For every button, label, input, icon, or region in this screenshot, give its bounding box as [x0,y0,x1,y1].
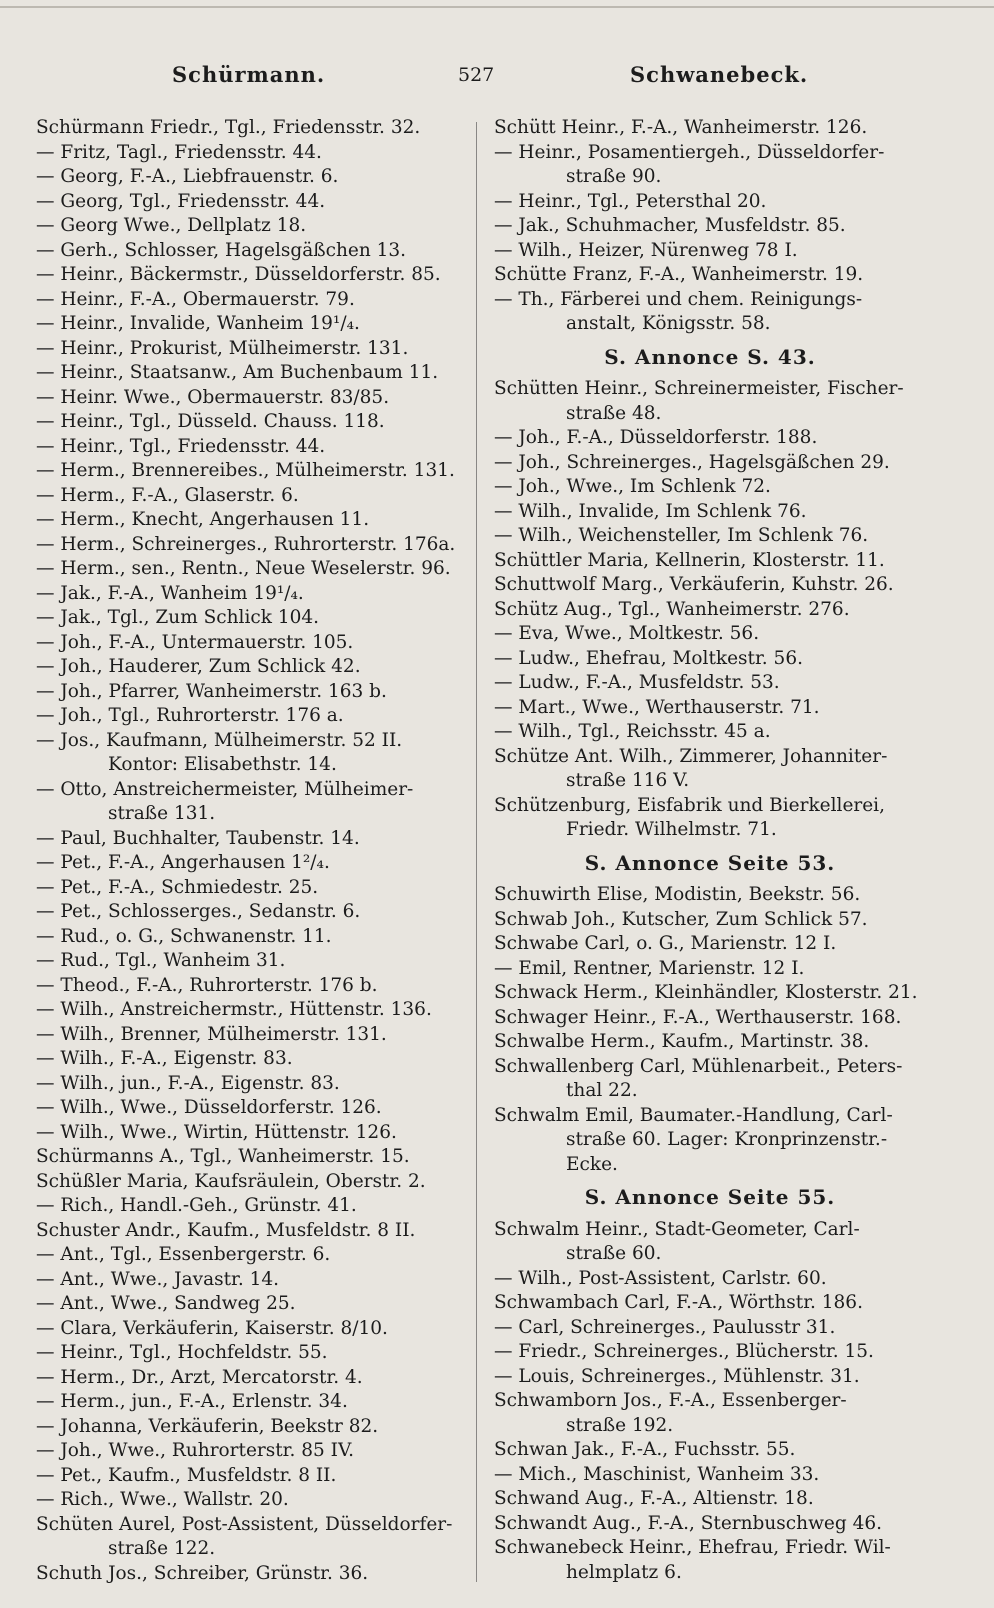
directory-entry: Schwalm Heinr., Stadt-Geometer, Carl- [494,1218,860,1240]
directory-entry: — Heinr. Wwe., Obermauerstr. 83/85. [36,386,390,408]
directory-entry-continuation: straße 122. [108,1538,216,1559]
directory-entry: Schwallenberg Carl, Mühlenarbeit., Peters- [494,1055,903,1077]
directory-entry: Schütte Franz, F.-A., Wanheimerstr. 19. [494,264,864,285]
left-column [36,116,462,1586]
directory-entry: — Heinr., Bäckermstr., Düsseldorferstr. 85. [36,264,441,285]
directory-entry: — Theod., F.-A., Ruhrorterstr. 176 b. [36,974,378,996]
spacer [494,843,926,851]
spacer [494,875,926,883]
directory-entry: — Emil, Rentner, Marienstr. 12 I. [494,957,805,979]
directory-entry: Schuth Jos., Schreiber, Grünstr. 36. [36,1562,369,1584]
directory-entry: — Heinr., Invalide, Wanheim 19¹/₄. [36,313,360,334]
directory-entry: — Joh., Hauderer, Zum Schlick 42. [36,656,361,677]
directory-entry: — Heinr., Tgl., Friedensstr. 44. [36,435,326,457]
directory-entry: Schwamborn Jos., F.-A., Essenberger- [494,1390,847,1411]
directory-entry: — Ant., Wwe., Sandweg 25. [36,1293,296,1314]
directory-entry: — Jak., Schuhmacher, Musfeldstr. 85. [494,215,846,236]
directory-entry: — Rich., Handl.-Geh., Grünstr. 41. [36,1195,357,1216]
directory-entry: — Heinr., F.-A., Obermauerstr. 79. [36,288,355,310]
directory-entry: Schüttler Maria, Kellnerin, Klosterstr. 11. [494,549,885,571]
directory-entry: Schwalm Emil, Baumater.-Handlung, Carl- [494,1104,893,1126]
directory-entry: — Mart., Wwe., Werthauserstr. 71. [494,696,820,718]
directory-entry: — Wilh., Post-Assistent, Carlstr. 60. [494,1267,827,1289]
directory-entry: Schüßler Maria, Kaufsräulein, Oberstr. 2. [36,1170,426,1192]
directory-entry: Schwalbe Herm., Kaufm., Martinstr. 38. [494,1031,870,1052]
right-column [494,116,926,1585]
directory-entry: — Jak., Tgl., Zum Schlick 104. [36,607,320,628]
directory-entry: — Otto, Anstreichermeister, Mülheimer- [36,778,414,800]
directory-entry: — Gerh., Schlosser, Hagelsgäßchen 13. [36,239,407,261]
directory-entry: — Friedr., Schreinerges., Blücherstr. 15. [494,1341,874,1362]
page-header [0,62,994,96]
directory-entry: — Mich., Maschinist, Wanheim 33. [494,1463,820,1485]
directory-entry: — Rud., o. G., Schwanenstr. 11. [36,925,332,947]
spacer [494,1177,926,1185]
directory-entry: — Ant., Wwe., Javastr. 14. [36,1268,280,1290]
directory-entry: — Paul, Buchhalter, Taubenstr. 14. [36,827,360,849]
directory-entry: — Pet., Schlosserges., Sedanstr. 6. [36,901,361,922]
directory-entry: — Heinr., Prokurist, Mülheimerstr. 131. [36,337,409,359]
directory-entry: Schwanebeck Heinr., Ehefrau, Friedr. Wil- [494,1537,891,1558]
directory-entry: Schütt Heinr., F.-A., Wanheimerstr. 126. [494,117,868,138]
directory-entry: — Rich., Wwe., Wallstr. 20. [36,1489,289,1510]
directory-entry: Schuwirth Elise, Modistin, Beekstr. 56. [494,884,861,905]
directory-entry-continuation: straße 60. Lager: Kronprinzenstr.- [566,1129,888,1150]
directory-entry: — Jos., Kaufmann, Mülheimerstr. 52 II. [36,729,403,751]
annonce-reference: S. Annonce Seite 53. [584,850,836,875]
directory-entry: Schwabe Carl, o. G., Marienstr. 12 I. [494,933,837,954]
directory-entry: — Johanna, Verkäuferin, Beekstr 82. [36,1415,379,1437]
directory-entry: Schwab Joh., Kutscher, Zum Schlick 57. [494,908,868,930]
directory-entry: — Ant., Tgl., Essenbergerstr. 6. [36,1244,331,1265]
directory-entry: — Wilh., Heizer, Nürenweg 78 I. [494,239,798,261]
directory-entry-continuation: Kontor: Elisabethstr. 14. [108,754,337,775]
column-divider [476,122,477,1582]
directory-entry: Schwandt Aug., F.-A., Sternbuschweg 46. [494,1512,883,1534]
spacer [494,337,926,345]
directory-entry: Schwambach Carl, F.-A., Wörthstr. 186. [494,1292,863,1313]
directory-entry: Schwan Jak., F.-A., Fuchsstr. 55. [494,1439,796,1460]
directory-entry: — Rud., Tgl., Wanheim 31. [36,950,286,971]
directory-entry: Schütze Ant. Wilh., Zimmerer, Johanniter- [494,745,888,767]
directory-entry: — Wilh., Wwe., Düsseldorferstr. 126. [36,1097,382,1118]
directory-entry: — Georg, F.-A., Liebfrauenstr. 6. [36,166,339,187]
header-right-keyword: Schwanebeck. [630,62,809,87]
directory-entry: — Herm., Knecht, Angerhausen 11. [36,509,370,530]
directory-entry: — Pet., F.-A., Schmiedestr. 25. [36,876,319,898]
directory-entry-continuation: straße 60. [566,1243,662,1264]
directory-entry: — Carl, Schreinerges., Paulusstr 31. [494,1316,836,1338]
directory-entry: — Georg, Tgl., Friedensstr. 44. [36,190,326,212]
directory-entry: — Herm., Dr., Arzt, Mercatorstr. 4. [36,1366,363,1388]
directory-entry-continuation: helmplatz 6. [566,1561,682,1583]
spacer [494,369,926,377]
directory-entry: — Wilh., Brenner, Mülheimerstr. 131. [36,1023,387,1045]
directory-entry-continuation: straße 90. [566,166,662,187]
directory-entry: — Wilh., Wwe., Wirtin, Hüttenstr. 126. [36,1121,397,1143]
directory-entry: — Ludw., F.-A., Musfeldstr. 53. [494,672,780,693]
directory-entry: — Heinr., Posamentiergeh., Düsseldorfer- [494,141,885,163]
directory-entry: — Herm., sen., Rentn., Neue Weselerstr. 96. [36,558,451,579]
directory-entry: Schuster Andr., Kaufm., Musfeldstr. 8 II. [36,1219,416,1241]
annonce-reference: S. Annonce S. 43. [604,344,816,369]
directory-entry: — Heinr., Tgl., Petersthal 20. [494,190,767,212]
directory-entry-continuation: straße 192. [566,1414,674,1436]
directory-entry: Schütz Aug., Tgl., Wanheimerstr. 276. [494,598,850,620]
directory-entry: — Georg Wwe., Dellplatz 18. [36,215,307,236]
directory-entry: — Fritz, Tagl., Friedensstr. 44. [36,141,322,163]
directory-entry-continuation: Friedr. Wilhelmstr. 71. [566,819,777,840]
directory-entry: — Herm., Schreinerges., Ruhrorterstr. 176a. [36,533,456,555]
page-number: 527 [458,64,495,86]
directory-entry: — Heinr., Tgl., Hochfeldstr. 55. [36,1342,328,1363]
directory-entry: Schürmann Friedr., Tgl., Friedensstr. 32. [36,117,421,138]
directory-entry: — Joh., F.-A., Untermauerstr. 105. [36,631,354,653]
directory-entry: Schuttwolf Marg., Verkäuferin, Kuhstr. 26. [494,574,894,595]
annonce-reference: S. Annonce Seite 55. [584,1185,836,1209]
directory-entry: Schwager Heinr., F.-A., Werthauserstr. 168. [494,1006,902,1028]
directory-entry: — Wilh., Tgl., Reichsstr. 45 a. [494,721,771,742]
directory-entry: — Louis, Schreinerges., Mühlenstr. 31. [494,1365,860,1387]
directory-entry-continuation: Ecke. [566,1153,618,1175]
directory-entry: — Pet., F.-A., Angerhausen 1²/₄. [36,852,330,873]
directory-entry: — Wilh., jun., F.-A., Eigenstr. 83. [36,1072,340,1094]
directory-entry: — Pet., Kaufm., Musfeldstr. 8 II. [36,1464,337,1486]
top-rule [0,6,994,8]
directory-entry: Schütten Heinr., Schreinermeister, Fischer- [494,378,904,399]
directory-entry: — Joh., Wwe., Im Schlenk 72. [494,476,771,497]
directory-entry: — Jak., F.-A., Wanheim 19¹/₄. [36,582,304,604]
directory-entry: — Ludw., Ehefrau, Moltkestr. 56. [494,647,803,669]
directory-entry: — Clara, Verkäuferin, Kaiserstr. 8/10. [36,1317,388,1339]
header-left-keyword: Schürmann. [172,62,326,87]
directory-entry: — Wilh., F.-A., Eigenstr. 83. [36,1048,293,1069]
directory-entry-continuation: straße 48. [566,402,662,424]
directory-entry: Schützenburg, Eisfabrik und Bierkellerei, [494,794,885,816]
directory-entry: — Joh., Schreinerges., Hagelsgäßchen 29. [494,451,890,473]
directory-entry: — Herm., jun., F.-A., Erlenstr. 34. [36,1391,348,1412]
directory-entry: Schwand Aug., F.-A., Altienstr. 18. [494,1488,814,1509]
directory-entry: Schwack Herm., Kleinhändler, Klosterstr. 21. [494,982,918,1003]
directory-entry: — Heinr., Tgl., Düsseld. Chauss. 118. [36,411,385,432]
directory-entry: — Heinr., Staatsanw., Am Buchenbaum 11. [36,362,439,383]
directory-entry: — Wilh., Invalide, Im Schlenk 76. [494,500,807,522]
directory-entry: — Th., Färberei und chem. Reinigungs- [494,288,863,310]
directory-entry-continuation: straße 116 V. [566,770,690,791]
directory-entry: — Joh., Wwe., Ruhrorterstr. 85 IV. [36,1440,354,1461]
directory-entry: — Wilh., Weichensteller, Im Schlenk 76. [494,525,869,546]
directory-entry: — Joh., Tgl., Ruhrorterstr. 176 a. [36,705,344,726]
directory-entry: — Joh., F.-A., Düsseldorferstr. 188. [494,427,818,448]
directory-entry: Schürmanns A., Tgl., Wanheimerstr. 15. [36,1146,410,1167]
directory-entry: — Herm., F.-A., Glaserstr. 6. [36,484,299,506]
directory-entry-continuation: anstalt, Königsstr. 58. [566,313,771,334]
directory-entry: — Joh., Pfarrer, Wanheimerstr. 163 b. [36,680,387,702]
directory-entry-continuation: straße 131. [108,803,216,824]
directory-entry: — Herm., Brennereibes., Mülheimerstr. 131. [36,460,455,481]
directory-entry: — Wilh., Anstreichermstr., Hüttenstr. 136. [36,999,432,1020]
directory-entry: — Eva, Wwe., Moltkestr. 56. [494,623,760,644]
directory-entry: Schüten Aurel, Post-Assistent, Düsseldorfer- [36,1513,453,1535]
directory-entry-continuation: thal 22. [566,1080,638,1101]
spacer [494,1210,926,1218]
